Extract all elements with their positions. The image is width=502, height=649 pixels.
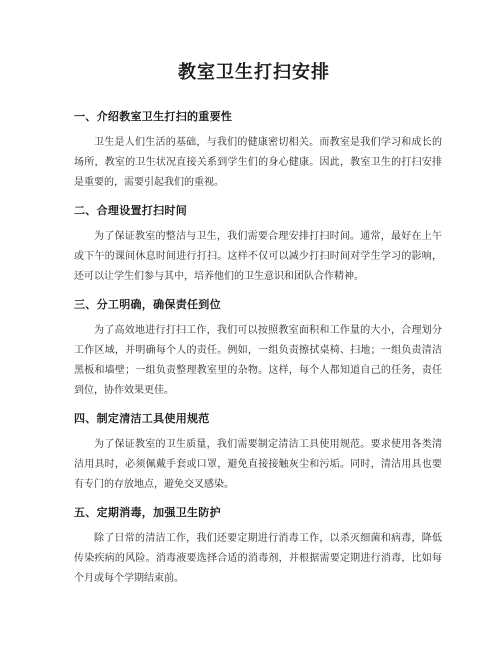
section-body: 为了高效地进行打扫工作，我们可以按照教室面积和工作量的大小，合理划分工作区域，并明确每个人的责任。例如，一组负责擦拭桌椅、扫地；一组负责清洁黑板和墙壁；一组负责整理教室里的杂物。这样，每个人都知道自己的任务，责任到位，协作效果更佳。 [74, 325, 442, 396]
section-heading: 一、介绍教室卫生打扫的重要性 [74, 110, 233, 123]
section-heading: 三、分工明确，确保责任到位 [74, 298, 221, 311]
section-schedule [74, 203, 442, 287]
section-disinfection [74, 505, 442, 589]
section-body: 为了保证教室的卫生质量，我们需要制定清洁工具使用规范。要求使用各类清洁用具时，必须佩戴手套或口罩，避免直接接触灰尘和污垢。同时，清洁用具也要有专门的存放地点，避免交叉感染。 [74, 439, 442, 490]
section-body: 为了保证教室的整洁与卫生，我们需要合理安排打扫时间。通常，最好在上午或下午的课间休息时间进行打扫。这样不仅可以减少打扫时间对学生学习的影响，还可以让学生们参与其中，培养他们的卫生意识和团队合作精神。 [74, 231, 442, 282]
document-title: 教室卫生打扫安排 [178, 62, 330, 83]
section-body: 卫生是人们生活的基础，与我们的健康密切相关。而教室是我们学习和成长的场所，教室的卫生状况直接关系到学生们的身心健康。因此，教室卫生的打扫安排是重要的，需要引起我们的重视。 [74, 137, 442, 188]
section-importance [74, 109, 442, 193]
section-body: 除了日常的清洁工作，我们还要定期进行消毒工作，以杀灭细菌和病毒，降低传染疾病的风险。消毒液要选择合适的消毒剂，并根据需要定期进行消毒，比如每个月或每个学期结束前。 [74, 533, 442, 584]
section-tool-rules [74, 411, 442, 495]
section-heading: 五、定期消毒，加强卫生防护 [74, 506, 221, 519]
section-heading: 二、合理设置打扫时间 [74, 204, 187, 217]
section-division-of-labor [74, 297, 442, 401]
section-heading: 四、制定清洁工具使用规范 [74, 412, 210, 425]
